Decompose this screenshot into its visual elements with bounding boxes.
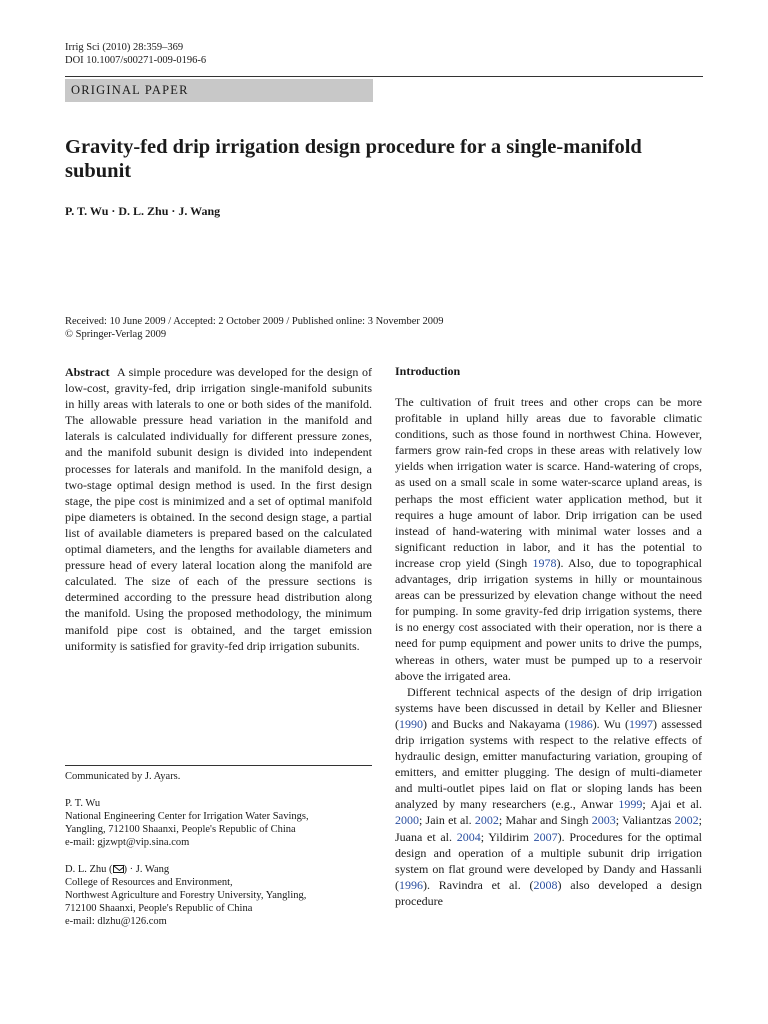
introduction-heading: Introduction	[395, 364, 461, 378]
title-line-2: subunit	[65, 160, 132, 182]
introduction-body	[395, 394, 702, 909]
citation-link[interactable]: 2004	[456, 829, 481, 844]
copyright-line: © Springer-Verlag 2009	[65, 329, 167, 340]
affiliation-line: 712100 Shaanxi, People's Republic of China	[65, 903, 253, 914]
author-affiliation-2	[65, 863, 375, 928]
publication-dates	[65, 315, 444, 341]
affiliation-line: Northwest Agriculture and Forestry University, Yangling,	[65, 890, 307, 901]
author-affiliation-1	[65, 797, 375, 849]
citation-link[interactable]: 2003	[591, 813, 616, 828]
affiliation-line: National Engineering Center for Irrigation Water Savings,	[65, 811, 309, 822]
citation-link[interactable]: 2008	[533, 877, 558, 892]
header-rule	[65, 76, 703, 77]
paragraph: Different technical aspects of the design of drip irrigation systems have been discussed in detail by Keller and Bliesner (1990) and Bucks and Nakayama (1986). Wu (1997) assessed drip irrigation systems with respect to the relative effects of hydraulic design, emitter manufacturing variation, grouping of emitters, and emitter plugging. The design of multi-diameter and multi-outlet pipes laid on flat or sloping lands has been analyzed by many researchers (e.g., Anwar 1999; Ajai et al. 2000; Jain et al. 2002; Mahar and Singh 2003; Valiantzas 2002; Juana et al. 2004; Yildirim 2007). Procedures for the optimal design and operation of a multiple subunit drip irrigation system on flat ground were developed by Dandy and Hassanli (1996). Ravindra et al. (2008) also developed a design procedure	[395, 684, 703, 908]
communicated-by: Communicated by J. Ayars.	[65, 771, 181, 782]
author-email: e-mail: dlzhu@126.com	[65, 916, 167, 927]
citation-link[interactable]: 1996	[399, 877, 423, 892]
author-list: P. T. Wu · D. L. Zhu · J. Wang	[65, 204, 221, 218]
citation-link[interactable]: 2007	[533, 829, 558, 844]
affiliation-line: College of Resources and Environment,	[65, 877, 233, 888]
envelope-icon	[113, 865, 124, 873]
journal-info	[65, 41, 206, 67]
citation-link[interactable]: 1978	[532, 555, 557, 570]
author-email: e-mail: gjzwpt@vip.sina.com	[65, 837, 190, 848]
citation-link[interactable]: 1986	[568, 716, 593, 731]
received-line: Received: 10 June 2009 / Accepted: 2 October 2009 / Published online: 3 November 2009	[65, 316, 444, 327]
footnote-rule	[65, 765, 372, 766]
abstract-text: A simple procedure was developed for the design of low-cost, gravity-fed, drip irrigation single-manifold subunits in hilly areas with laterals to one or both sides of the manifold. The allowable pressure head variation in the manifold and laterals is calculated individually for different pressure zones, and the manifold subunit design is divided into independent processes for laterals and manifold. In the manifold design, a two-stage optimal design method is used. In the first design stage, the pipe cost is minimized and a set of optimal manifold pipe diameters is obtained. In the second design stage, a partial list of available diameters is prepared based on the calculated optimal diameters, and the lengths for available diameters and pressure head of every lateral location along the manifold are calculated. The size of each of the pressure sections is determined according to the pressure head distribution along the manifold. Using the proposed methodology, the minimum manifold pipe cost is obtained, and the target emission uniformity is satisfied for gravity-fed drip irrigation subunits.	[65, 365, 372, 653]
affiliation-author-name: D. L. Zhu ( ) · J. Wang	[65, 864, 170, 875]
abstract	[65, 364, 372, 654]
citation-link[interactable]: 2002	[674, 813, 699, 828]
paragraph: The cultivation of fruit trees and other crops can be more profitable in upland hilly areas due to favorable climatic conditions, such as those found in northwest China. However, farmers grow rain-fed crops in these areas with relatively low yields when irrigation water is scarce. Hand-watering of crops, as used on a small scale in some water-scarce upland areas, is perhaps the most efficient water application method, but it requires a huge amount of labor. Drip irrigation can be used instead of hand-watering with minimal water losses and a significant reduction in labor, and it has the potential to increase crop yield (Singh 1978). Also, due to topographical advantages, drip irrigation systems in hilly or mountainous areas can be pressurized by elevation change without the need for pumping. In some gravity-fed drip irrigation systems, there is no energy cost associated with their operation, nor is there a need for pump equipment and power units to drive the pumps, whereas in others, water must be pumped up to a reservoir above the irrigated area.	[395, 395, 703, 683]
citation-link[interactable]: 1999	[618, 797, 643, 812]
citation-link[interactable]: 2000	[395, 813, 419, 828]
abstract-label: Abstract	[65, 365, 110, 379]
affiliation-line: Yangling, 712100 Shaanxi, People's Republic of China	[65, 824, 296, 835]
citation-link[interactable]: 1990	[399, 716, 423, 731]
title-line-1: Gravity-fed drip irrigation design procedure for a single-manifold	[65, 136, 642, 158]
citation-link[interactable]: 1997	[629, 716, 653, 731]
citation-link[interactable]: 2002	[474, 813, 499, 828]
section-label: ORIGINAL PAPER	[65, 79, 373, 102]
doi: DOI 10.1007/s00271-009-0196-6	[65, 55, 207, 66]
affiliation-author-name: P. T. Wu	[65, 798, 101, 809]
journal-citation: Irrig Sci (2010) 28:359–369	[65, 42, 184, 53]
paper-title	[65, 135, 705, 183]
